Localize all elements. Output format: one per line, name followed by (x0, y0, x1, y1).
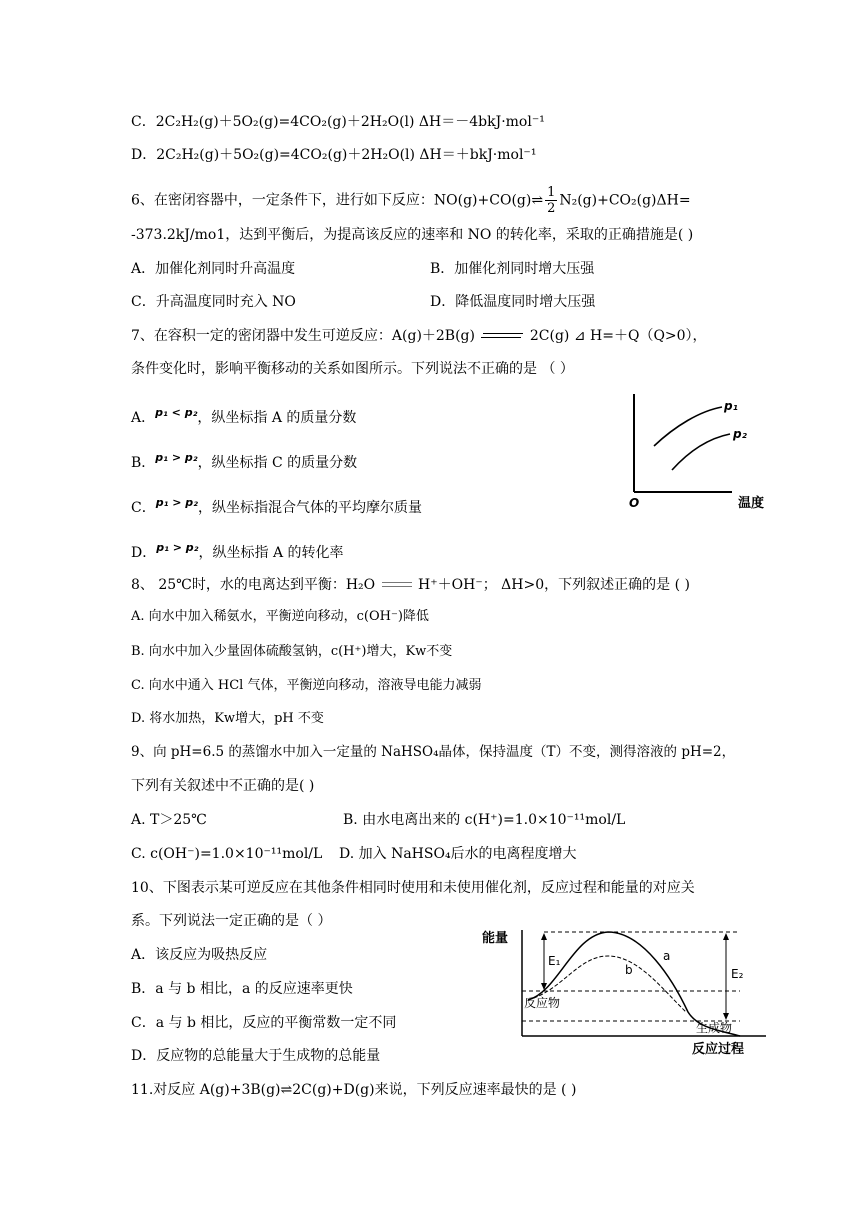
reactant-label: 反应物 (524, 996, 561, 1010)
option-letter: B． (131, 455, 156, 471)
pressure-condition: p₁ > p₂ (156, 541, 199, 554)
pressure-condition: p₁ > p₂ (155, 496, 198, 509)
curve-b-label: b (625, 963, 633, 977)
q6-option-d: D．降低温度同时增大压强 (430, 294, 596, 310)
fraction (545, 185, 557, 216)
e1-label: E₁ (548, 954, 561, 968)
q10-option-d: D．反应物的总能量大于生成物的总能量 (131, 1048, 381, 1064)
graph-xlabel: 温度 (738, 496, 765, 511)
curve-p2 (672, 434, 730, 470)
q6-stem-line1 (131, 185, 691, 216)
equilibrium-arrow-icon (380, 581, 414, 589)
q10-option-c: C．a 与 b 相比，反应的平衡常数一定不同 (131, 1015, 397, 1031)
e2-arrow-up-icon (723, 933, 729, 940)
q9-option-a: A. T＞25℃ (131, 812, 207, 828)
q7-option-c (131, 498, 422, 519)
q9-option-d: D. 加入 NaHSO₄后水的电离程度增大 (339, 846, 577, 862)
pressure-condition: p₁ > p₂ (155, 451, 198, 464)
q10-stem-line2: 系。下列说法一定正确的是（ ） (131, 913, 332, 929)
q8-option-c: C. 向水中通入 HCl 气体，平衡逆向移动，溶液导电能力减弱 (131, 678, 482, 693)
xlabel: 反应过程 (692, 1042, 745, 1057)
curve-a-label: a (663, 949, 671, 963)
q9-option-b: B. 由水电离出来的 c(H⁺)=1.0×10⁻¹¹mol/L (343, 812, 626, 828)
q7-stem-pre: 7、在容积一定的密闭器中发生可逆反应：A(g)＋2B(g) (131, 328, 475, 344)
q7-option-d (131, 543, 344, 564)
q8-option-a: A. 向水中加入稀氨水，平衡逆向移动，c(OH⁻)降低 (131, 609, 429, 624)
option-text: ，纵坐标指 C 的质量分数 (197, 455, 358, 471)
q6-stem-pre: 6、在密闭容器中，一定条件下，进行如下反应：NO(g)+CO(g)⇌ (131, 192, 544, 209)
q10-option-a: A．该反应为吸热反应 (131, 947, 268, 963)
q8-option-d: D. 将水加热，Kw增大，pH 不变 (131, 711, 324, 726)
q8-option-b: B. 向水中加入少量固体硫酸氢钠，c(H⁺)增大，Kw不变 (131, 644, 453, 659)
e1-arrow-up-icon (541, 933, 547, 940)
option-letter: A． (131, 410, 156, 426)
equilibrium-arrow-icon (479, 331, 525, 341)
q9-stem-line2: 下列有关叙述中不正确的是( ) (131, 778, 315, 794)
q7-graph (620, 388, 780, 513)
e2-label: E₂ (731, 967, 744, 981)
q8-stem-post: H⁺＋OH⁻； ΔH>0，下列叙述正确的是 ( ) (418, 577, 690, 593)
q8-stem-pre: 8、 25℃时，水的电离达到平衡：H₂O (131, 577, 376, 593)
q11-stem: 11.对反应 A(g)+3B(g)⇌2C(g)+D(g)来说，下列反应速率最快的是 ( ) (131, 1082, 577, 1098)
q6-stem-post: N₂(g)+CO₂(g)ΔH= (559, 192, 691, 209)
q8-stem (131, 575, 690, 595)
q7-option-a (131, 408, 356, 429)
fraction-denominator: 2 (547, 201, 556, 216)
q6-option-c: C．升高温度同时充入 NO (131, 294, 296, 310)
q10-stem-line1: 10、下图表示某可逆反应在其他条件相同时使用和未使用催化剂，反应过程和能量的对应关 (131, 880, 695, 896)
q7-stem-post: 2C(g) ⊿ H=＋Q（Q>0）， (529, 328, 707, 344)
option-text: ，纵坐标指混合气体的平均摩尔质量 (197, 500, 422, 516)
option-text: ，纵坐标指 A 的质量分数 (197, 410, 357, 426)
q10-option-b: B．a 与 b 相比，a 的反应速率更快 (131, 981, 353, 997)
q9-option-c: C. c(OH⁻)=1.0×10⁻¹¹mol/L (131, 846, 323, 862)
q5-option-c: C．2C₂H₂(g)＋5O₂(g)=4CO₂(g)＋2H₂O(l) ΔH＝－4bkJ·mol⁻¹ (131, 114, 545, 130)
q6-option-a: A．加催化剂同时升高温度 (131, 261, 296, 277)
graph-origin-label: O (629, 496, 640, 510)
option-letter: D． (131, 545, 157, 561)
option-letter: C． (131, 500, 156, 516)
ylabel: 能量 (482, 931, 509, 946)
q10-energy-diagram (478, 920, 778, 1060)
q6-stem-line2: -373.2kJ/mo1，达到平衡后，为提高该反应的速率和 NO 的转化率，采取的正确措施是( ) (131, 227, 694, 243)
q7-stem-line1 (131, 326, 707, 346)
pressure-condition: p₁ < p₂ (155, 406, 198, 419)
curve-label-p2: p₂ (733, 427, 747, 441)
curve-label-p1: p₁ (724, 399, 738, 413)
e2-arrow-down-icon (723, 1013, 729, 1020)
q6-option-b: B．加催化剂同时增大压强 (430, 261, 595, 277)
q5-option-d: D．2C₂H₂(g)＋5O₂(g)=4CO₂(g)＋2H₂O(l) ΔH＝＋bkJ·mol⁻¹ (131, 147, 537, 163)
q7-stem-line2: 条件变化时，影响平衡移动的关系如图所示。下列说法不正确的是 （ ） (131, 361, 574, 377)
fraction-numerator: 1 (547, 185, 556, 200)
option-text: ，纵坐标指 A 的转化率 (198, 545, 344, 561)
q7-option-b (131, 453, 357, 474)
q9-stem-line1: 9、向 pH=6.5 的蒸馏水中加入一定量的 NaHSO₄晶体，保持温度（T）不变，测得溶液的 pH=2， (131, 744, 736, 760)
product-label: 生成物 (696, 1021, 733, 1035)
